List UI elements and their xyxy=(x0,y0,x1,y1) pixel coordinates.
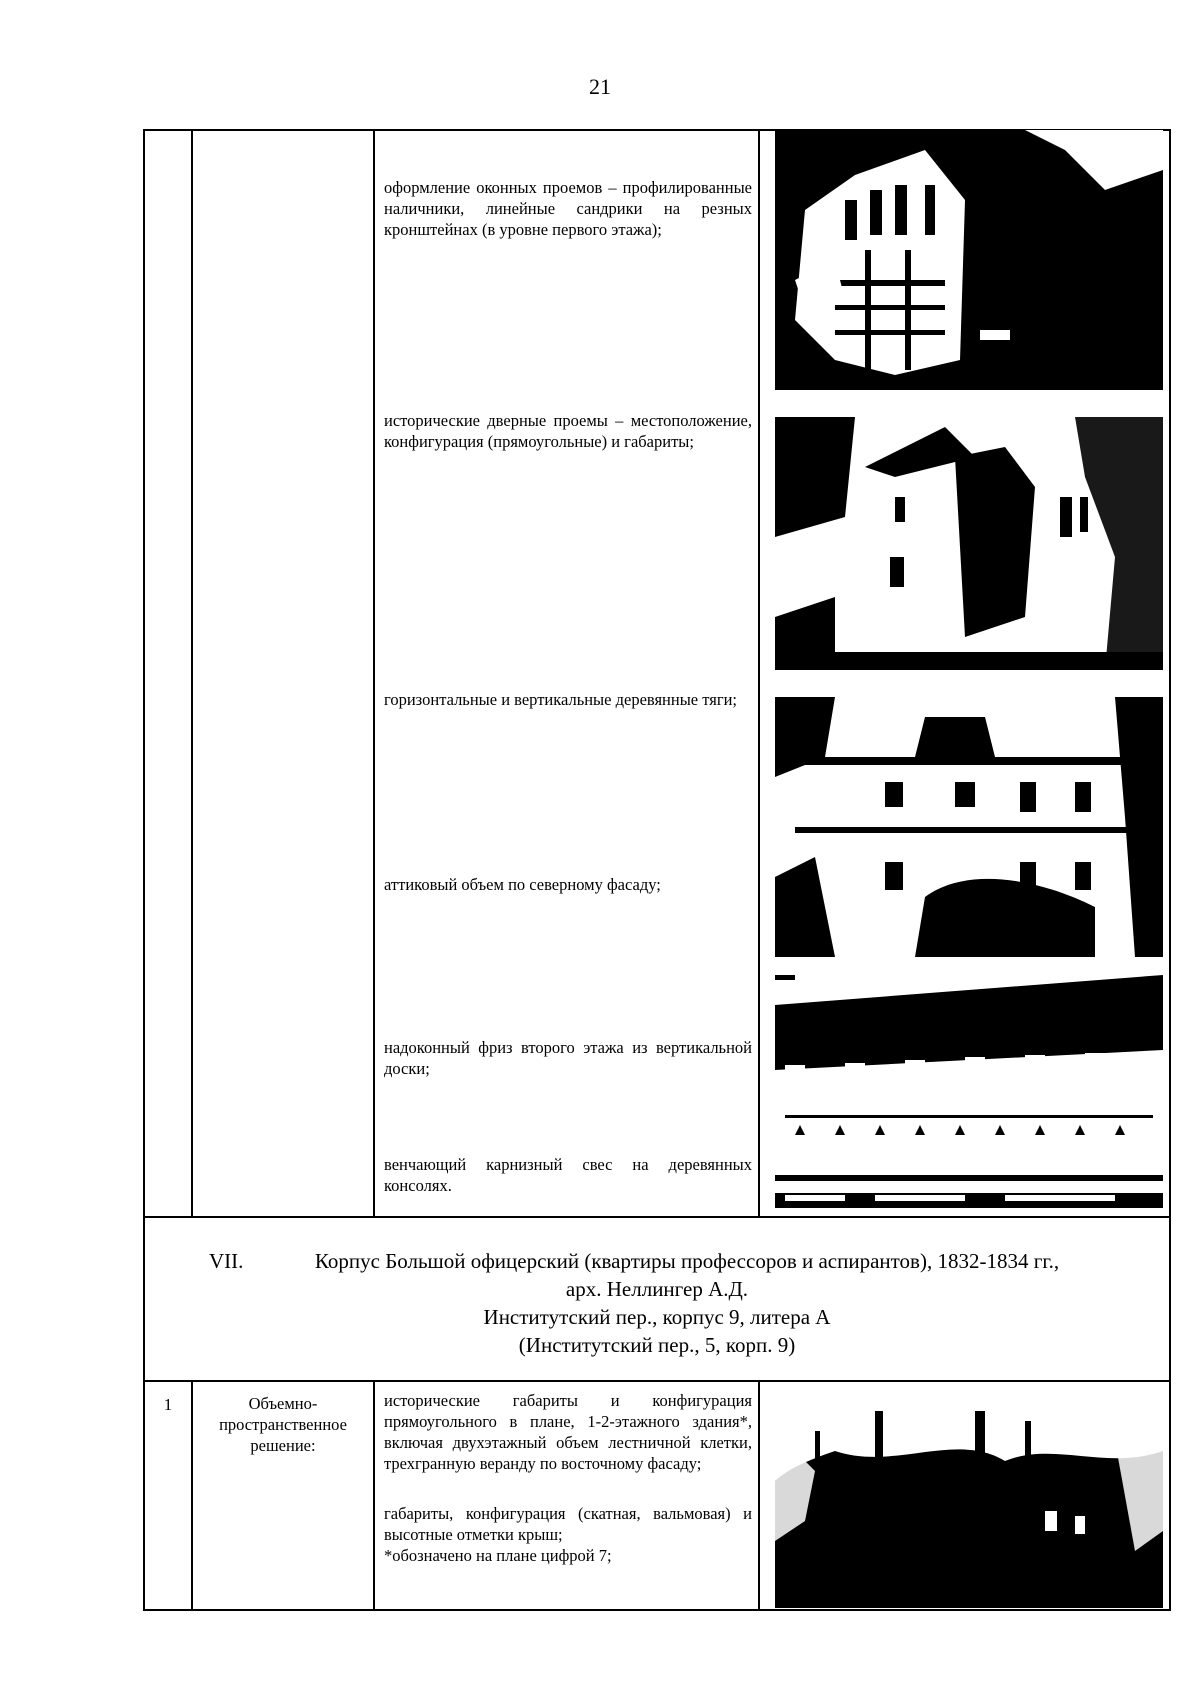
column-divider-3 xyxy=(758,130,760,1217)
column-divider-1 xyxy=(191,130,193,1217)
window-openings-text: оформление оконных проемов – профилированные наличники, линейные сандрики на резных кронштейнах (в уровне первого этажа); xyxy=(384,178,752,239)
building-photo-window-openings xyxy=(775,130,1163,390)
roof-configuration-text: габариты, конфигурация (скатная, вальмовая) и высотные отметки крыш; xyxy=(384,1504,752,1544)
row-number: 1 xyxy=(163,1395,173,1414)
plan-note-text: *обозначено на плане цифрой 7; xyxy=(384,1546,612,1565)
table-border-right xyxy=(1169,130,1171,1611)
section-alt-address-line: (Институтский пер., 5, корп. 9) xyxy=(518,1333,796,1357)
row-divider-heading-bottom xyxy=(143,1380,1171,1382)
section-roman-numeral: VII. xyxy=(209,1249,244,1273)
dimensions-configuration-text: исторические габариты и конфигурация прямоугольного в плане, 1-2-этажного здания*, включая двухэтажный объем лестничной клетки, трехгранную веранду по восточному фасаду; xyxy=(384,1391,752,1473)
window-frieze-text: надоконный фриз второго этажа из вертикальной доски; xyxy=(384,1038,752,1078)
column-divider-2 xyxy=(373,130,375,1217)
attic-volume-text: аттиковый объем по северному фасаду; xyxy=(384,875,661,894)
table-border-bottom xyxy=(143,1609,1171,1611)
building-photo-frieze-cornice xyxy=(775,975,1163,1208)
door-openings-text: исторические дверные проемы – местоположение, конфигурация (прямоугольные) и габариты; xyxy=(384,411,752,451)
page-number: 21 xyxy=(589,74,611,99)
row-category: Объемно-пространственное решение: xyxy=(219,1394,347,1455)
wooden-rods-text: горизонтальные и вертикальные деревянные тяги; xyxy=(384,690,738,709)
column-divider-1-lower xyxy=(191,1381,193,1611)
section-address-line: Институтский пер., корпус 9, литера А xyxy=(483,1305,831,1329)
section-heading xyxy=(144,1247,1170,1359)
column-divider-2-lower xyxy=(373,1381,375,1611)
table-border-left xyxy=(143,130,145,1611)
section-title-line-1: Корпус Большой офицерский (квартиры профессоров и аспирантов), 1832-1834 гг., xyxy=(314,1249,1060,1273)
column-divider-3-lower xyxy=(758,1381,760,1611)
cornice-overhang-text: венчающий карнизный свес на деревянных консолях. xyxy=(384,1155,752,1195)
row-divider-heading-top xyxy=(143,1216,1171,1218)
building-photo-attic-volume xyxy=(775,697,1163,957)
section-architect-line: арх. Неллингер А.Д. xyxy=(565,1277,749,1301)
building-photo-officers-corps xyxy=(775,1411,1163,1608)
building-photo-door-openings xyxy=(775,417,1163,670)
